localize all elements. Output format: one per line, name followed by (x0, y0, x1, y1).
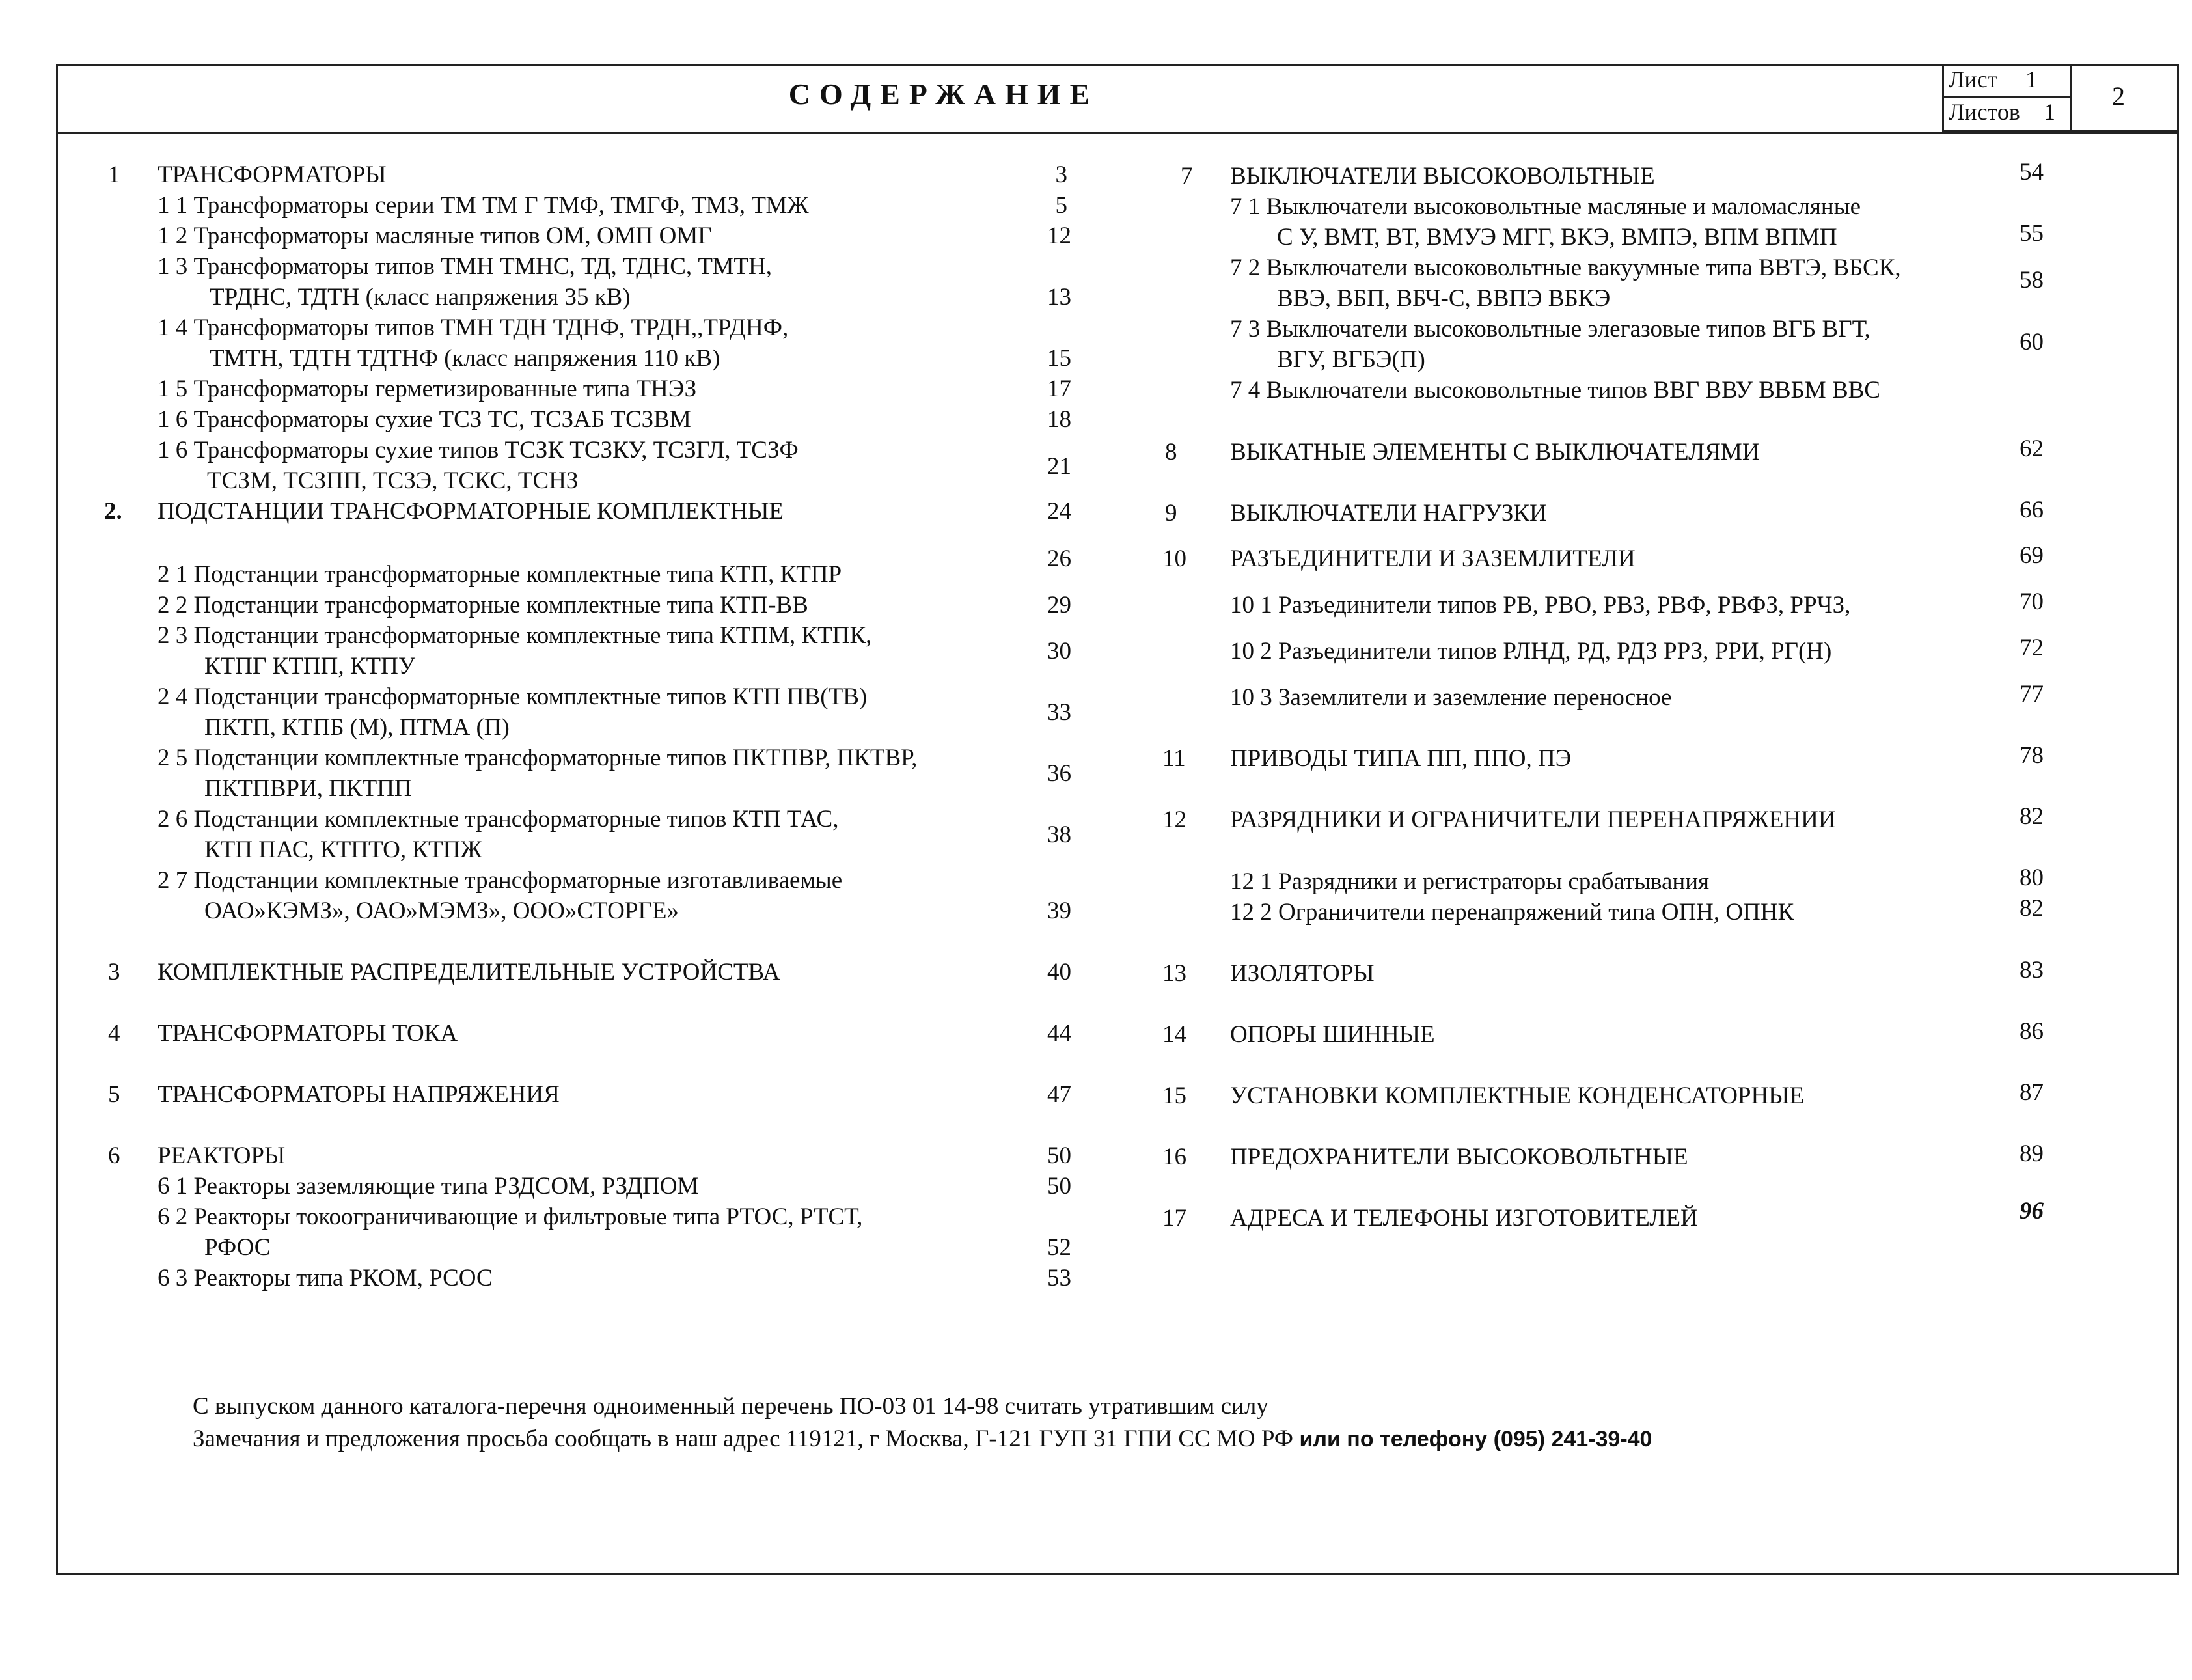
section-title: РАЗРЯДНИКИ И ОГРАНИЧИТЕЛИ ПЕРЕНАПРЯЖЕНИИ (1230, 806, 1836, 833)
page-ref: 70 (2020, 588, 2044, 615)
page-ref: 80 (2020, 864, 2044, 891)
page-ref: 33 (1047, 699, 1071, 726)
page-ref: 39 (1047, 898, 1071, 924)
section-title: ВЫКАТНЫЕ ЭЛЕМЕНТЫ С ВЫКЛЮЧАТЕЛЯМИ (1230, 439, 1760, 465)
page-ref: 50 (1047, 1173, 1071, 1200)
page-ref: 52 (1047, 1234, 1071, 1261)
section-number: 8 (1165, 439, 1177, 465)
page-ref: 47 (1047, 1081, 1071, 1108)
subsection-entry: 2 1 Подстанции трансформаторные комплектные типа КТП, КТПР (158, 561, 842, 588)
section-number: 10 (1162, 545, 1186, 572)
section-title: РЕАКТОРЫ (158, 1142, 286, 1169)
section-number: 9 (1165, 500, 1177, 527)
footer-line-1: С выпуском данного каталога-перечня одноименный перечень ПО-03 01 14-98 считать утратившим силу (193, 1393, 1268, 1420)
section-number: 12 (1162, 806, 1186, 833)
footer-note (193, 1390, 1652, 1455)
sheet-label: Лист (1949, 66, 1998, 92)
subsection-entry: 7 2 Выключатели высоковольтные вакуумные типа ВВТЭ, ВБСК, (1230, 255, 1901, 281)
section-title: ПОДСТАНЦИИ ТРАНСФОРМАТОРНЫЕ КОМПЛЕКТНЫЕ (158, 498, 784, 525)
section-number: 6 (108, 1142, 120, 1169)
section-title: ИЗОЛЯТОРЫ (1230, 960, 1375, 987)
section-number: 2. (104, 498, 122, 525)
page-ref: 12 (1047, 223, 1071, 249)
page-ref: 87 (2020, 1079, 2044, 1106)
section-title: ТРАНСФОРМАТОРЫ НАПРЯЖЕНИЯ (158, 1081, 560, 1108)
subsection-entry: 12 1 Разрядники и регистраторы срабатывания (1230, 868, 1710, 895)
section-title: ПРИВОДЫ ТИПА ПП, ППО, ПЭ (1230, 745, 1572, 772)
page-ref: 13 (1047, 284, 1071, 310)
subsection-entry-cont: ОАО»КЭМЗ», ОАО»МЭМЗ», ООО»СТОРГЕ» (204, 898, 679, 924)
page-ref: 55 (2020, 220, 2044, 247)
sheets-label: Листов (1949, 99, 2020, 125)
page-ref: 53 (1047, 1265, 1071, 1291)
subsection-entry: 6 2 Реакторы токоограничивающие и фильтровые типа РТОС, РТСТ, (158, 1204, 863, 1230)
page-ref: 96 (2020, 1198, 2044, 1224)
section-title: ОПОРЫ ШИННЫЕ (1230, 1021, 1435, 1048)
subsection-entry: 1 4 Трансформаторы типов ТМН ТДН ТДНФ, ТРДН,,ТРДНФ, (158, 314, 789, 341)
subsection-entry-cont: КТПГ КТПП, КТПУ (204, 653, 416, 680)
subsection-entry: 2 4 Подстанции трансформаторные комплектные типов КТП ПВ(ТВ) (158, 683, 868, 710)
page-ref: 66 (2020, 497, 2044, 523)
page-ref: 54 (2020, 159, 2044, 186)
page-ref: 62 (2020, 435, 2044, 462)
section-number: 11 (1162, 745, 1186, 772)
page-ref: 24 (1047, 498, 1071, 525)
page-ref: 15 (1047, 345, 1071, 372)
subsection-entry-cont: ВВЭ, ВБП, ВБЧ-С, ВВПЭ ВБКЭ (1277, 285, 1611, 312)
section-title: ВЫКЛЮЧАТЕЛИ ВЫСОКОВОЛЬТНЫЕ (1230, 163, 1655, 189)
page-ref: 72 (2020, 635, 2044, 661)
page-ref: 29 (1047, 592, 1071, 618)
subsection-entry: 2 2 Подстанции трансформаторные комплектные типа КТП-ВВ (158, 592, 808, 618)
section-number: 13 (1162, 960, 1186, 987)
subsection-entry-cont: ПКТПВРИ, ПКТПП (204, 775, 412, 802)
subsection-entry-cont: ТСЗМ, ТСЗПП, ТСЗЭ, ТСКС, ТСНЗ (207, 467, 579, 494)
section-number: 7 (1181, 163, 1193, 189)
subsection-entry: 6 3 Реакторы типа РКОМ, РСОС (158, 1265, 493, 1291)
page-ref: 50 (1047, 1142, 1071, 1169)
footer-line-2 (193, 1423, 1652, 1455)
page-ref: 69 (2020, 542, 2044, 569)
page-ref: 30 (1047, 638, 1071, 665)
page-ref: 18 (1047, 406, 1071, 433)
subsection-entry: 12 2 Ограничители перенапряжений типа ОПН, ОПНК (1230, 899, 1794, 926)
section-number: 3 (108, 959, 120, 985)
page-ref: 60 (2020, 329, 2044, 355)
section-title: УСТАНОВКИ КОМПЛЕКТНЫЕ КОНДЕНСАТОРНЫЕ (1230, 1082, 1805, 1109)
page-ref: 82 (2020, 895, 2044, 922)
footer-phone: или по телефону (095) 241-39-40 (1293, 1427, 1652, 1452)
page-ref: 3 (1055, 161, 1067, 188)
section-title: ПРЕДОХРАНИТЕЛИ ВЫСОКОВОЛЬТНЫЕ (1230, 1144, 1688, 1170)
subsection-entry: 1 5 Трансформаторы герметизированные типа ТНЭЗ (158, 376, 697, 402)
page-ref: 17 (1047, 376, 1071, 402)
section-title: ТРАНСФОРМАТОРЫ (158, 161, 387, 188)
page-ref: 38 (1047, 821, 1071, 848)
page-ref: 58 (2020, 267, 2044, 294)
subsection-entry: 2 3 Подстанции трансформаторные комплектные типа КТПМ, КТПК, (158, 622, 872, 649)
subsection-entry-cont: ВГУ, ВГБЭ(П) (1277, 346, 1425, 373)
subsection-entry-cont: КТП ПАС, КТПТО, КТПЖ (204, 836, 482, 863)
subsection-entry: 2 7 Подстанции комплектные трансформаторные изготавливаемые (158, 867, 843, 894)
page-number: 2 (2112, 81, 2125, 111)
section-number: 15 (1162, 1082, 1186, 1109)
subsection-entry: 10 2 Разъединители типов РЛНД, РД, РДЗ РРЗ, РРИ, РГ(Н) (1230, 638, 1832, 665)
subsection-entry: 1 1 Трансформаторы серии ТМ ТМ Г ТМФ, ТМГФ, ТМЗ, ТМЖ (158, 192, 809, 219)
page-ref: 36 (1047, 760, 1071, 787)
subsection-entry-cont: С У, ВМТ, ВТ, ВМУЭ МГГ, ВКЭ, ВМПЭ, ВПМ ВПМП (1277, 224, 1837, 251)
subsection-entry: 6 1 Реакторы заземляющие типа РЗДСОМ, РЗДПОМ (158, 1173, 699, 1200)
subsection-entry-cont: ПКТП, КТПБ (М), ПТМА (П) (204, 714, 510, 741)
page-ref: 86 (2020, 1018, 2044, 1045)
section-number: 16 (1162, 1144, 1186, 1170)
subsection-entry: 1 3 Трансформаторы типов ТМН ТМНС, ТД, ТДНС, ТМТН, (158, 253, 773, 280)
section-title: ТРАНСФОРМАТОРЫ ТОКА (158, 1020, 458, 1047)
subsection-entry: 7 4 Выключатели высоковольтные типов ВВГ ВВУ ВВБМ ВВС (1230, 377, 1880, 404)
page-ref: 89 (2020, 1140, 2044, 1167)
sheets-value: 1 (2044, 99, 2055, 125)
page-ref: 83 (2020, 957, 2044, 984)
subsection-entry: 2 5 Подстанции комплектные трансформаторные типов ПКТПВР, ПКТВР, (158, 745, 918, 771)
subsection-entry-cont: ТРДНС, ТДТН (класс напряжения 35 кВ) (210, 284, 631, 310)
page-title: СОДЕРЖАНИЕ (788, 77, 1099, 111)
subsection-entry: 1 6 Трансформаторы сухие типов ТСЗК ТСЗКУ, ТСЗГЛ, ТСЗФ (158, 437, 799, 463)
section-title: РАЗЪЕДИНИТЕЛИ И ЗАЗЕМЛИТЕЛИ (1230, 545, 1636, 572)
section-number: 5 (108, 1081, 120, 1108)
page-ref: 82 (2020, 803, 2044, 830)
section-title: КОМПЛЕКТНЫЕ РАСПРЕДЕЛИТЕЛЬНЫЕ УСТРОЙСТВА (158, 959, 780, 985)
subsection-entry: 1 2 Трансформаторы масляные типов ОМ, ОМП ОМГ (158, 223, 712, 249)
section-number: 17 (1162, 1205, 1186, 1232)
section-title: АДРЕСА И ТЕЛЕФОНЫ ИЗГОТОВИТЕЛЕЙ (1230, 1205, 1698, 1232)
page-ref: 77 (2020, 681, 2044, 708)
section-number: 1 (108, 161, 120, 188)
page-ref: 26 (1047, 545, 1071, 572)
subsection-entry-cont: ТМТН, ТДТН ТДТНФ (класс напряжения 110 кВ) (210, 345, 720, 372)
section-number: 4 (108, 1020, 120, 1047)
subsection-entry: 7 3 Выключатели высоковольтные элегазовые типов ВГБ ВГТ, (1230, 316, 1870, 342)
page-ref: 78 (2020, 742, 2044, 769)
page-ref: 21 (1047, 453, 1071, 480)
page-ref: 5 (1055, 192, 1067, 219)
subsection-entry: 10 1 Разъединители типов РВ, РВО, РВЗ, РВФ, РВФЗ, РРЧЗ, (1230, 592, 1851, 618)
page-ref: 40 (1047, 959, 1071, 985)
subsection-entry: 2 6 Подстанции комплектные трансформаторные типов КТП ТАС, (158, 806, 839, 833)
subsection-entry-cont: РФОС (204, 1234, 271, 1261)
page-ref: 44 (1047, 1020, 1071, 1047)
section-title: ВЫКЛЮЧАТЕЛИ НАГРУЗКИ (1230, 500, 1547, 527)
section-number: 14 (1162, 1021, 1186, 1048)
subsection-entry: 1 6 Трансформаторы сухие ТСЗ ТС, ТСЗАБ ТСЗВМ (158, 406, 691, 433)
subsection-entry: 10 3 Заземлители и заземление переносное (1230, 684, 1672, 711)
subsection-entry: 7 1 Выключатели высоковольтные масляные и маломасляные (1230, 193, 1861, 220)
footer-line-2-text: Замечания и предложения просьба сообщать в наш адрес 119121, г Москва, Г-121 ГУП 31 ГПИ СС МО РФ (193, 1425, 1294, 1452)
sheet-value: 1 (2025, 66, 2037, 92)
